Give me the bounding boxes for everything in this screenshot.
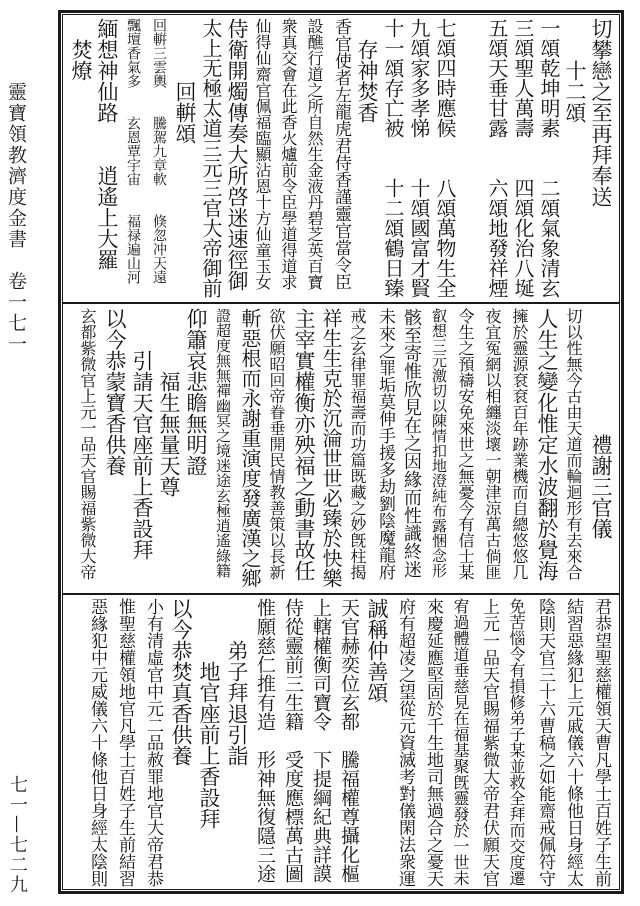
text-column: 欲伏願昭回帝眷垂開民情教善策以長新 bbox=[267, 308, 286, 580]
text-column: 府有超凌之望從元資滅考對儀閑法衆運 bbox=[395, 598, 415, 887]
text-column: 惟聖慈權領地官凡學士百姓子生前結習 bbox=[115, 598, 135, 887]
text-column: 存神焚香 bbox=[355, 39, 379, 123]
text-column: 太上无極太道三元三官大帝御前 bbox=[199, 18, 223, 298]
text-column: 祥生生克於沉淪世世必臻於快樂 bbox=[319, 308, 343, 588]
text-column: 惟願慈仁推有造 形神無復隱三途 bbox=[254, 598, 276, 883]
text-column: 十一頌存亡被 十二頌鶴日臻 bbox=[381, 18, 405, 298]
text-column: 緬想神仙路 逍遙上大羅 bbox=[95, 18, 119, 270]
text-column: 夜宜冤網以相纏淡壞一朝津涼萬古倘匪 bbox=[483, 308, 502, 580]
text-column: 切攀戀之至再拜奉送 bbox=[589, 18, 613, 207]
column-group bbox=[74, 308, 614, 588]
text-column: 衆真交會在此香火爐前令臣學道得道求 bbox=[279, 18, 298, 290]
text-column: 主宰實權衡亦殃福之動書故任 bbox=[292, 308, 316, 581]
column-group bbox=[82, 598, 614, 888]
text-column: 五頌天垂甘露 六頌地發祥煙 bbox=[485, 18, 509, 298]
text-column: 仙得仙齋官佩福臨顯沾恩十方仙童玉女 bbox=[253, 18, 272, 290]
text-column: 誠稱仲善頌 bbox=[365, 598, 389, 703]
text-column: 侍從靈前三生籍 受度應標萬古圖 bbox=[282, 598, 304, 883]
text-column: 香官使者左龍虎君侍香謹靈官當令臣 bbox=[331, 18, 351, 290]
text-column: 來慶延應堅固於千生地司無過合之憂天 bbox=[423, 598, 443, 887]
text-column: 回輧三雲輿 騰駕九章軟 倏忽冲天遠 bbox=[151, 18, 167, 284]
text-column: 陰則天官三十六曹稿之如能齋戒佩符守 bbox=[535, 598, 555, 887]
text-column: 引請天官座前上香設拜 bbox=[130, 350, 154, 560]
text-column: 回輧頌 bbox=[173, 81, 197, 144]
text-column: 上元一品天官賜福紫微大帝君伏願天官 bbox=[479, 598, 499, 887]
page-number: 七一—七二九 bbox=[7, 775, 28, 895]
text-column: 叡想三元激切以陳情扣地澄純布露悃念形 bbox=[430, 308, 448, 578]
text-column: 設醮行道之所自然生金液丹碧芝英百寶 bbox=[305, 18, 324, 290]
text-column: 人生之變化惟定水波翻於覺海 bbox=[535, 308, 559, 581]
band-divider-2 bbox=[62, 593, 620, 595]
text-column: 以今恭蒙寶香供養 bbox=[103, 308, 127, 476]
text-column: 擁於靈源袞袞百年跡業機而自總悠悠几 bbox=[510, 308, 529, 580]
text-column: 焚燎 bbox=[69, 39, 93, 81]
text-band-middle bbox=[66, 308, 614, 588]
text-column: 九頌家多孝悌 十頌國富才賢 bbox=[407, 18, 431, 298]
text-column: 斬惡根而永謝重演度發廣漢之鄉 bbox=[238, 308, 262, 588]
text-column: 三頌聖人萬壽 四頌化治八埏 bbox=[511, 18, 535, 298]
text-column: 十二頌 bbox=[563, 60, 587, 123]
text-column: 未來之罪垢莫伸手援多劫劉陰魔龍府 bbox=[375, 308, 395, 580]
text-column: 地官座前上香設拜 bbox=[197, 661, 221, 829]
text-column: 上轄權衡司寶令 下提綱紀典詳謨 bbox=[310, 598, 332, 883]
text-column: 天官赫奕位玄都 騰福權尊攝化樞 bbox=[338, 598, 360, 883]
text-column: 免苦惱令有損修弟子某並救全拜而交度遷 bbox=[507, 598, 526, 886]
text-column bbox=[458, 18, 484, 298]
text-column: 福生無量天尊 bbox=[157, 371, 181, 497]
text-column: 飄壇香氣多 玄恩覃宇宙 福禄遍山河 bbox=[125, 18, 141, 284]
text-column: 七頌四時應候 八頌萬物生全 bbox=[433, 18, 457, 298]
text-column: 宥過體道垂慈見在福基聚旣靈發於一世未 bbox=[451, 598, 470, 886]
text-column: 令生之預禱安免來世之無憂今有信士某 bbox=[456, 308, 475, 580]
text-column: 侍衛開燭傳奏大所啓迷速徑御 bbox=[225, 18, 249, 291]
text-column: 證超度無無禪幽冥之境迷途玄極逍遙綠籍 bbox=[214, 308, 232, 578]
text-column: 玄都紫微官上元一品天官賜福紫微大帝 bbox=[78, 308, 97, 580]
text-column: 惡緣犯中元威儀六十條他日身經太陰則 bbox=[87, 598, 107, 887]
text-band-bottom bbox=[66, 598, 614, 888]
text-column: 小有清虛官中元二品赦罪地官大帝君恭 bbox=[143, 598, 163, 887]
text-column: 骸至寄惟欣見在之因緣而性識終迷 bbox=[401, 308, 422, 578]
text-band-top bbox=[66, 18, 614, 298]
text-column: 戒之玄律罪福壽而功篇既藏之妙旣柱揭 bbox=[348, 308, 367, 580]
text-column: 君恭望聖慈權領天曹凡學士百姓子生前 bbox=[591, 598, 611, 887]
text-column: 仰簫哀悲瞻無明證 bbox=[184, 308, 208, 476]
column-group bbox=[68, 18, 614, 298]
text-column: 禮謝三官儀 bbox=[589, 434, 613, 539]
text-column: 切以性無今古由天道而輪迴形有去來合 bbox=[564, 308, 583, 580]
text-column: 弟子拜退引詣 bbox=[225, 640, 249, 766]
band-divider-1 bbox=[62, 302, 620, 304]
text-column: 一頌乾坤明素 二頌氣象清玄 bbox=[537, 18, 561, 298]
book-title-margin: 靈寶領教濟度金書 卷一七一 bbox=[5, 82, 27, 355]
text-column: 以今恭焚真香供養 bbox=[169, 598, 193, 766]
text-column: 結習惡緣犯上元戚儀六十條他日身經太 bbox=[563, 598, 583, 887]
